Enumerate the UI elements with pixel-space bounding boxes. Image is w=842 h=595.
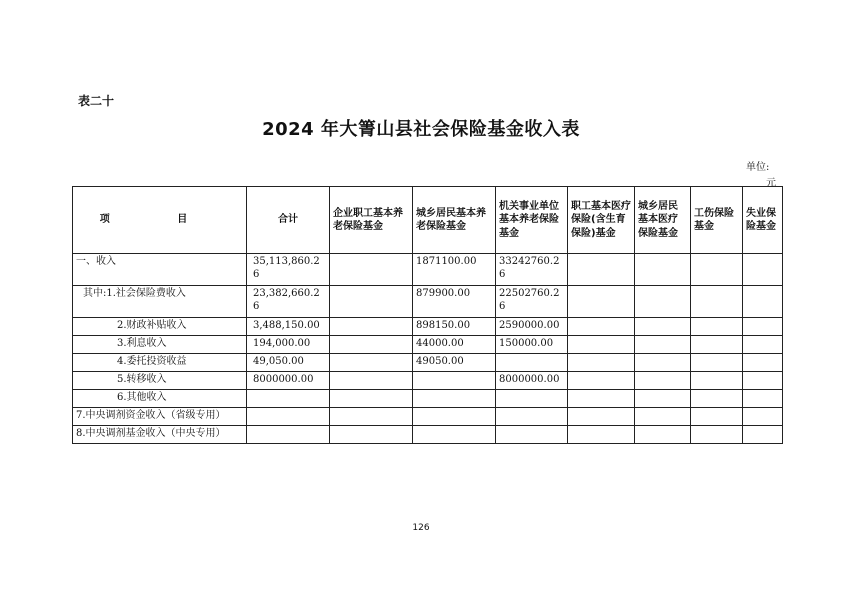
row-cell <box>330 426 413 444</box>
table-row <box>73 286 783 318</box>
row-cell <box>743 286 783 318</box>
row-item: 7.中央调剂资金收入（省级专用） <box>73 408 247 426</box>
row-total: 3,488,150.00 <box>247 318 330 336</box>
row-cell <box>743 372 783 390</box>
row-cell: 33242760.26 <box>496 254 568 286</box>
header-enterprise-pension: 企业职工基本养老保险基金 <box>330 187 413 254</box>
row-cell: 1871100.00 <box>413 254 496 286</box>
row-item: 5.转移收入 <box>73 372 247 390</box>
row-total <box>247 426 330 444</box>
row-cell <box>413 390 496 408</box>
row-cell <box>691 408 743 426</box>
row-total: 49,050.00 <box>247 354 330 372</box>
row-cell <box>691 336 743 354</box>
page-number: 126 <box>412 523 430 533</box>
row-cell <box>568 408 635 426</box>
row-cell <box>635 408 691 426</box>
header-resident-medical: 城乡居民基本医疗保险基金 <box>635 187 691 254</box>
row-cell <box>568 354 635 372</box>
row-cell <box>743 254 783 286</box>
row-cell <box>496 390 568 408</box>
row-cell <box>635 254 691 286</box>
table-row <box>73 318 783 336</box>
row-cell <box>496 354 568 372</box>
row-cell: 22502760.26 <box>496 286 568 318</box>
unit-label: 单位: <box>746 162 770 173</box>
row-total: 8000000.00 <box>247 372 330 390</box>
row-cell <box>568 318 635 336</box>
row-cell <box>568 254 635 286</box>
row-cell <box>635 286 691 318</box>
row-cell <box>743 426 783 444</box>
row-cell <box>635 336 691 354</box>
table-row <box>73 372 783 390</box>
row-item: 6.其他收入 <box>73 390 247 408</box>
row-item: 一、收入 <box>73 254 247 286</box>
table-row <box>73 336 783 354</box>
revenue-table <box>72 186 783 444</box>
header-total: 合计 <box>247 187 330 254</box>
row-cell <box>743 390 783 408</box>
row-cell <box>691 318 743 336</box>
header-employee-medical: 职工基本医疗保险(含生育保险)基金 <box>568 187 635 254</box>
row-cell: 898150.00 <box>413 318 496 336</box>
row-cell <box>496 408 568 426</box>
table-row <box>73 408 783 426</box>
row-cell <box>743 336 783 354</box>
row-cell <box>330 390 413 408</box>
page-title: 2024 年大箐山县社会保险基金收入表 <box>262 119 580 140</box>
header-unemployment: 失业保险基金 <box>743 187 783 254</box>
header-item: 项 目 <box>73 187 247 254</box>
row-cell <box>330 336 413 354</box>
row-cell <box>691 372 743 390</box>
row-total: 194,000.00 <box>247 336 330 354</box>
row-item: 3.利息收入 <box>73 336 247 354</box>
row-cell <box>635 354 691 372</box>
unit-value: 元 <box>766 178 776 189</box>
row-total <box>247 390 330 408</box>
row-item: 4.委托投资收益 <box>73 354 247 372</box>
row-cell <box>691 254 743 286</box>
table-label: 表二十 <box>78 94 115 108</box>
row-cell <box>568 336 635 354</box>
row-cell <box>691 426 743 444</box>
row-cell <box>743 354 783 372</box>
row-cell <box>568 390 635 408</box>
row-cell <box>691 354 743 372</box>
row-item: 其中:1.社会保险费收入 <box>73 286 247 318</box>
row-cell <box>413 426 496 444</box>
row-item: 8.中央调剂基金收入（中央专用） <box>73 426 247 444</box>
row-cell <box>568 426 635 444</box>
row-cell <box>568 372 635 390</box>
row-cell <box>413 372 496 390</box>
table-row <box>73 254 783 286</box>
row-cell <box>691 286 743 318</box>
row-cell <box>330 254 413 286</box>
header-institution-pension: 机关事业单位基本养老保险基金 <box>496 187 568 254</box>
row-cell <box>635 372 691 390</box>
row-cell <box>743 318 783 336</box>
row-cell <box>496 426 568 444</box>
row-cell <box>330 286 413 318</box>
row-total <box>247 408 330 426</box>
row-cell <box>413 408 496 426</box>
row-cell: 8000000.00 <box>496 372 568 390</box>
row-cell <box>568 286 635 318</box>
row-item: 2.财政补贴收入 <box>73 318 247 336</box>
row-cell <box>330 354 413 372</box>
row-cell <box>635 426 691 444</box>
row-cell <box>691 390 743 408</box>
table-row <box>73 354 783 372</box>
row-cell <box>330 372 413 390</box>
row-cell <box>635 318 691 336</box>
table-row <box>73 426 783 444</box>
row-cell <box>743 408 783 426</box>
row-cell: 49050.00 <box>413 354 496 372</box>
header-work-injury: 工伤保险基金 <box>691 187 743 254</box>
table-row <box>73 390 783 408</box>
row-cell <box>635 390 691 408</box>
row-cell <box>330 318 413 336</box>
row-cell: 150000.00 <box>496 336 568 354</box>
header-row <box>73 187 783 254</box>
row-cell: 44000.00 <box>413 336 496 354</box>
row-total: 35,113,860.26 <box>247 254 330 286</box>
row-cell: 879900.00 <box>413 286 496 318</box>
row-total: 23,382,660.26 <box>247 286 330 318</box>
header-resident-pension: 城乡居民基本养老保险基金 <box>413 187 496 254</box>
row-cell <box>330 408 413 426</box>
row-cell: 2590000.00 <box>496 318 568 336</box>
